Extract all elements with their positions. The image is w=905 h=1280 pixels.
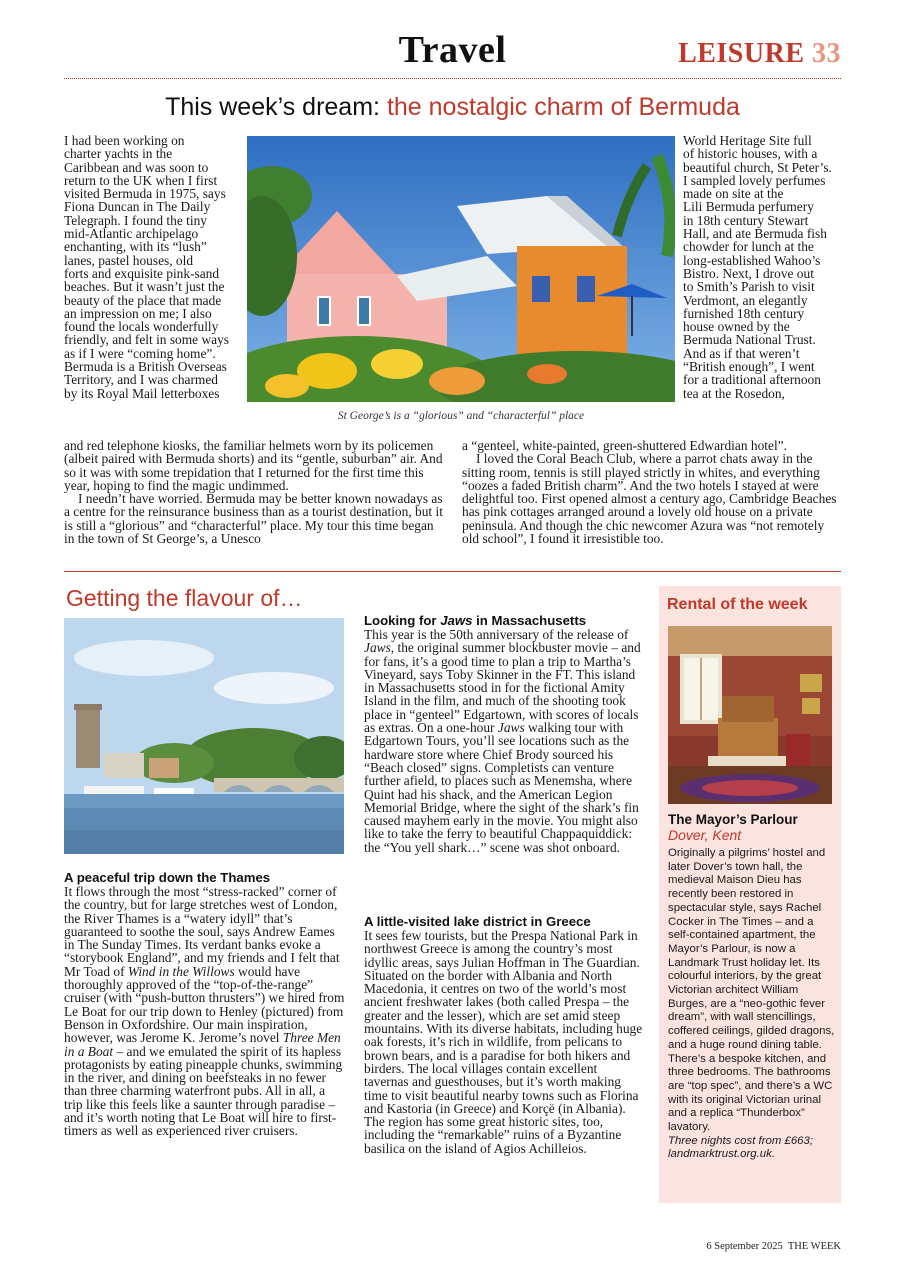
text-line: Bermuda is a British Overseas [64, 359, 227, 375]
jaws-text-3: walking tour with Edgartown Tours, you’ll see locations such as the hardware store where Chief Brody sourced his “Beach closed” signs. Completists can venture further afield, to places such as Menemsha, where Quint had his shack, and the American Legion Memorial Bridge, where the sight of the shark’s fin caused mayhem early in the movie. You might also like to take the ferry to beautiful Chappaquiddick: the “You yell shark…” scene was shot onboard. [364, 720, 639, 855]
greece-body: It sees few tourists, but the Prespa National Park in northwest Greece is among the country’s most idyllic areas, says Julian Hoffman in The Guardian. Situated on the border with Albania and North Macedonia, it centres on two of the world’s most ancient freshwater lakes (both called Prespa – the greater and the lesser), which are set amid steep mountains. With its diverse habitats, including huge oak forests, it’s rich in wildlife, from pelicans to brown bears, and is a paradise for both hikers and birders. The local villages contain excellent tavernas and guesthouses, but it’s worth making time to visit beautiful nearby towns such as Florina and Kastoria (in Greece) and Korçë (in Albania). The region has some great historic sites, too, including the “remarkable” ruins of a Byzantine basilica on the island of Agios Achilleios. [364, 928, 643, 1156]
text-line: to Smith’s Parish to visit [683, 279, 815, 295]
text-line: I sampled lovely perfumes [683, 172, 826, 188]
rental-name: The Mayor’s Parlour [668, 812, 798, 827]
greece-title: A little-visited lake district in Greece [364, 914, 591, 929]
dream-left-column [64, 134, 244, 400]
leisure-text: LEISURE [678, 38, 805, 69]
thames-text-1: It flows through the most “stress-racked” corner of the country, but for large stretches west of London, the River Thames is a “watery idyll” that’s guaranteed to soothe the soul, says Andrew Eames in The Sunday Times. Its verdant banks evoke a “storybook England”, and my friends and I felt that Mr Toad of [64, 884, 340, 979]
jaws-em-2: Jaws [497, 720, 525, 736]
jaws-article [364, 613, 644, 854]
text-line: beaches. But it wasn’t just the [64, 279, 225, 295]
rental-box [659, 586, 841, 1203]
text-line: furnished 18th century [683, 305, 805, 321]
header-divider [64, 78, 841, 79]
text-line: Bistro. Next, I drove out [683, 265, 814, 281]
text-line: in 18th century Stewart [683, 212, 809, 228]
rental-photo [668, 626, 832, 804]
text-line: long-established Wahoo’s [683, 252, 821, 268]
text-line: Lili Bermuda perfumery [683, 199, 814, 215]
thames-text-2: would have thoroughly approved of the “top-of-the-range” cruiser (with “push-button thrusters”) we hired from Le Boat for our trip down to Henley (pictured) from Benson in Oxfordshire. Our main inspiration, however, was Jerome K. Jerome’s novel [64, 963, 345, 1046]
text-line: World Heritage Site full [683, 133, 812, 148]
jaws-title-post: in Massachusetts [472, 613, 587, 628]
bermuda-photo [247, 136, 675, 402]
footer-date: 6 September 2025 [706, 1241, 783, 1252]
dream-right-cont-para: a “genteel, white-painted, green-shuttered Edwardian hotel”. [462, 438, 787, 453]
text-line: return to the UK when I first [64, 172, 218, 188]
text-line: Hall, and ate Bermuda fish [683, 226, 827, 242]
rental-heading: Rental of the week [667, 596, 808, 613]
jaws-body [364, 628, 644, 854]
text-line: Telegraph. I found the tiny [64, 212, 207, 228]
dream-headline-lead: This week’s dream: [165, 93, 380, 121]
jaws-text-2: , the original summer blockbuster movie – and for fans, it’s a good time to plan a trip to Martha’s Vineyard, says Toby Skinner in the FT. This island in Massachusetts stood in for the fictional Amity Island in the film, and much of the shooting took place in “genteel” Edgartown, with scores of locals as extras. On a one-hour [364, 640, 641, 736]
text-line: enchanting, with its “lush” [64, 239, 207, 255]
thames-book-1: Wind in the Willows [127, 963, 235, 979]
text-line: charter yachts in the [64, 146, 173, 162]
bermuda-illustration [247, 136, 675, 402]
dream-right-para2: I loved the Coral Beach Club, where a parrot chats away in the sitting room, tennis is still played strictly in whites, and everything “oozes a faded British charm”. And the two hotels I stayed at were delightful too. First opened almost a century ago, Cambridge Beaches has pink cottages arranged around a lovely old house on a private peninsula. And though the chic newcomer Azura was “not remotely old school”, I found it irresistible too. [462, 451, 837, 547]
jaws-em-1: Jaws [364, 640, 391, 656]
footer [706, 1241, 841, 1252]
text-line: of historic houses, with a [683, 146, 818, 162]
thames-title: A peaceful trip down the Thames [64, 870, 271, 885]
jaws-title-em: Jaws [440, 613, 473, 628]
text-line: as if I were “coming home”. [64, 345, 216, 361]
text-line: I had been working on [64, 133, 185, 148]
leisure-label [678, 38, 841, 70]
text-line: friendly, and felt in some ways [64, 332, 229, 348]
text-line: made on site at the [683, 186, 784, 202]
text-line: mid-Atlantic archipelago [64, 226, 199, 242]
jaws-title [364, 613, 644, 628]
dream-left-cont-para: and red telephone kiosks, the familiar helmets worn by its policemen (albeit paired with Bermuda shorts) and its “gentle, suburban” air. And so it was with some trepidation that I returned for the first time this year, hoping to find the magic undimmed. [64, 438, 443, 493]
text-line: found the locals wonderfully [64, 319, 219, 335]
text-line: an impression on me; I also [64, 305, 212, 321]
text-line: Verdmont, an elegantly [683, 292, 808, 308]
flavour-heading: Getting the flavour of… [66, 585, 303, 611]
rental-body [668, 847, 836, 1162]
text-line: chowder for lunch at the [683, 239, 814, 255]
dream-left-para2: I needn’t have worried. Bermuda may be better known nowadays as a centre for the reinsurance business than as a tourist destination, but it is still a “glorious” and “characterful” place. My tour this time began in the town of St George’s, a Unesco [64, 491, 443, 547]
text-line: Fiona Duncan in The Daily [64, 199, 211, 215]
text-line: Territory, and I was charmed [64, 372, 218, 388]
rental-place: Dover, Kent [668, 827, 742, 843]
text-line: beautiful church, St Peter’s. [683, 159, 832, 175]
text-line: house owned by the [683, 319, 790, 335]
text-line: forts and exquisite pink-sand [64, 265, 220, 281]
thames-text-3: – and we emulated the spirit of its hapless protagonists by eating pineapple chunks, swimming in the river, and dining on beefsteaks in no fewer than three charming waterfront pubs. All in all, a trip like this feels like a saunter through paradise – and it’s worth noting that Le Boat will hire to first-timers as well as experienced river cruisers. [64, 1043, 343, 1139]
footer-brand: THE WEEK [787, 1241, 841, 1252]
text-line: visited Bermuda in 1975, says [64, 186, 226, 202]
text-line: “British enough”, I went [683, 359, 815, 375]
section-divider [64, 571, 841, 572]
text-line: And as if that weren’t [683, 345, 800, 361]
thames-article [64, 870, 346, 1138]
rental-text: Originally a pilgrims’ hostel and later Dover’s town hall, the medieval Maison Dieu has recently been restored in spectacular style, says Rachel Cocker in The Times – and a self-contained apartment, the Mayor’s Parlour, is now a Landmark Trust holiday let. Its colourful interiors, by the great Victorian architect William Burges, are a “neo-gothic fever dream”, with wall stencillings, coffered ceilings, gilded dragons, and a huge round dining table. There’s a bespoke kitchen, and three bedrooms. The bathrooms are “top spec”, and there’s a WC with its original Victorian urinal and a replica “Thunderbox” lavatory. [668, 847, 835, 1134]
text-line: Caribbean and was soon to [64, 159, 209, 175]
text-line: Bermuda National Trust. [683, 332, 816, 348]
dream-headline-accent: the nostalgic charm of Bermuda [386, 93, 740, 121]
jaws-title-pre: Looking for [364, 613, 441, 628]
dream-right-continuation [462, 439, 842, 545]
thames-photo [64, 618, 344, 854]
thames-illustration [64, 618, 344, 854]
jaws-text-1: This year is the 50th anniversary of the release of [364, 627, 629, 642]
rental-illustration [668, 626, 832, 804]
rental-price: Three nights cost from £663; landmarktrust.org.uk. [668, 1134, 813, 1161]
greece-article [364, 914, 644, 1155]
thames-body [64, 885, 346, 1138]
section-title: Travel [398, 29, 507, 71]
bermuda-caption: St George’s is a “glorious” and “characterful” place [337, 410, 585, 422]
page-number: 33 [812, 38, 841, 69]
thames-book-2: Three Men in a Boat [64, 1030, 341, 1059]
text-line: tea at the Rosedon, [683, 385, 785, 401]
text-line: by its Royal Mail letterboxes [64, 385, 220, 401]
dream-headline [0, 93, 905, 122]
dream-left-continuation [64, 439, 446, 545]
text-line: lanes, pastel houses, old [64, 252, 194, 268]
text-line: for a traditional afternoon [683, 372, 821, 388]
text-line: beauty of the place that made [64, 292, 222, 308]
dream-right-column [683, 134, 843, 400]
